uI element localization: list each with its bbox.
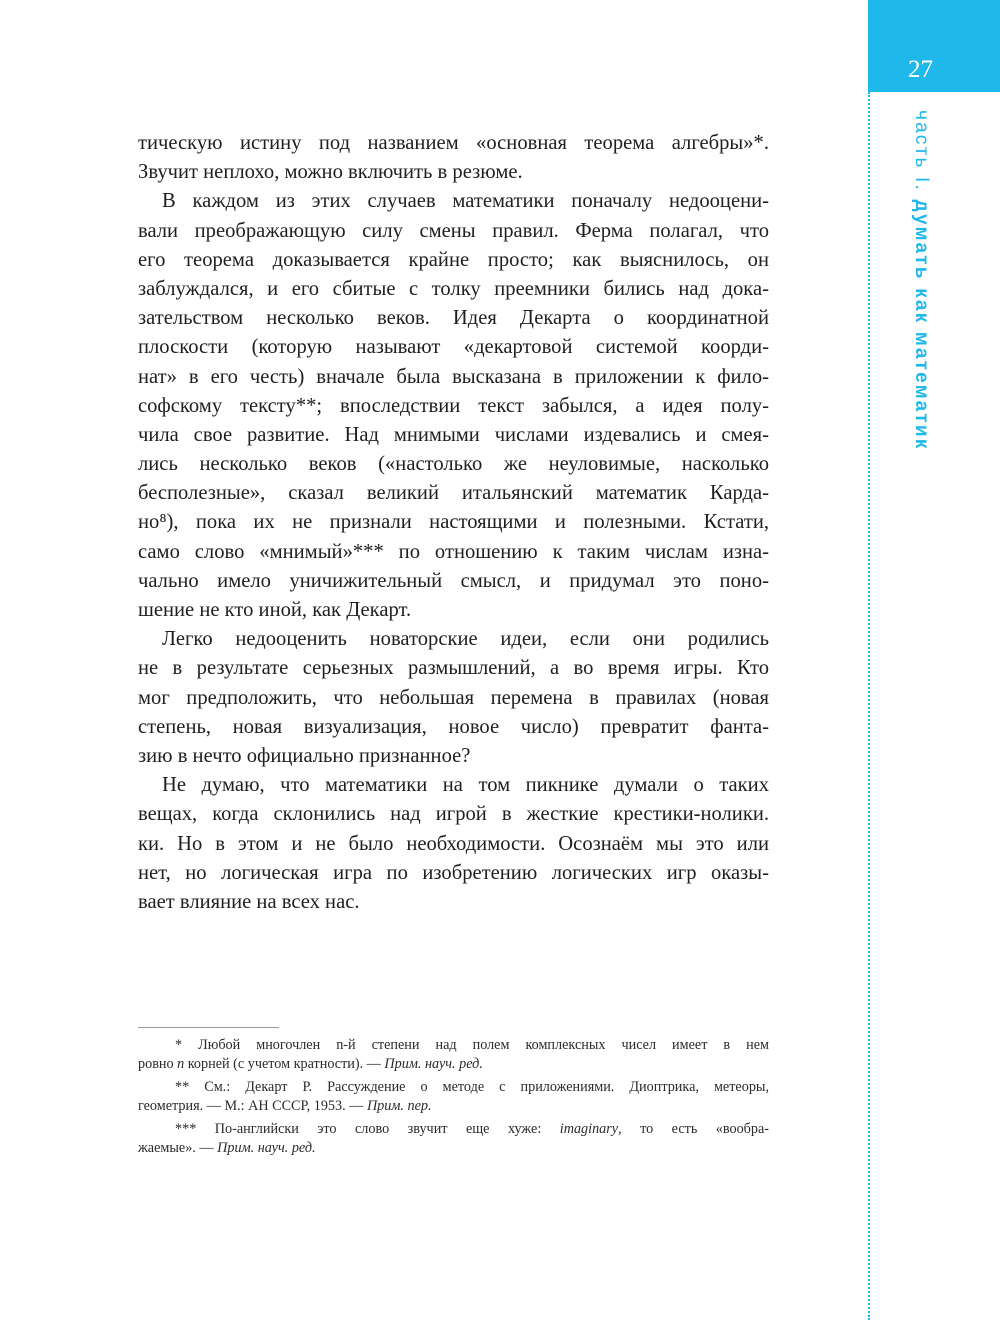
body-line: плоскости (которую называют «декартовой системой коорди- <box>138 336 769 359</box>
sidebar-dotted-line <box>868 92 870 1320</box>
footnote-3-line-2: жаемые». — Прим. науч. ред. <box>138 1139 316 1156</box>
body-line: лись несколько веков («настолько же неуловимые, насколько <box>138 453 769 476</box>
body-line: зию в нечто официально признанное? <box>138 744 471 767</box>
body-line: чально имело уничижительный смысл, и придумал это поно- <box>138 569 769 592</box>
body-line: чила свое развитие. Над мнимыми числами издевались и смея- <box>138 423 769 446</box>
body-line: бесполезные», сказал великий итальянский математик Карда- <box>138 482 769 505</box>
body-line: Легко недооценить новаторские идеи, если они родились <box>162 628 769 651</box>
footnote-2-line-2: геометрия. — М.: АН СССР, 1953. — Прим. пер. <box>138 1097 432 1114</box>
footnote-2-line-1: ** См.: Декарт Р. Рассуждение о методе с приложениями. Диоптрика, метеоры, <box>175 1079 769 1095</box>
body-line: вает влияние на всех нас. <box>138 890 360 913</box>
running-head-part: часть I. <box>911 110 932 193</box>
footnote-1-line-1: * Любой многочлен n-й степени над полем комплексных чисел имеет в нем <box>175 1037 769 1053</box>
body-line: софскому тексту**; впоследствии текст забылся, а идея полу- <box>138 394 769 417</box>
body-line: Не думаю, что математики на том пикнике думали о таких <box>162 774 769 797</box>
footnote-3-line-1: *** По-английски это слово звучит еще хуже: imaginary, то есть «вообра- <box>175 1121 769 1137</box>
body-line: вещах, когда склонились над игрой в жесткие крестики-нолики. <box>138 803 769 826</box>
body-line: само слово «мнимый»*** по отношению к таким числам изна- <box>138 540 769 563</box>
footnotes <box>138 1036 769 1157</box>
footnote-rule <box>138 1027 279 1028</box>
body-line: В каждом из этих случаев математики поначалу недооцени- <box>162 190 769 213</box>
body-line: ки. Но в этом и не было необходимости. Осознаём мы это или <box>138 832 769 855</box>
body-line: Звучит неплохо, можно включить в резюме. <box>138 161 523 184</box>
body-line: тическую истину под названием «основная теорема алгебры»*. <box>138 132 769 154</box>
body-line: его теорема доказывается крайне просто; как выяснилось, он <box>138 248 769 271</box>
body-line: но⁸), пока их не признали настоящими и полезными. Кстати, <box>138 511 769 534</box>
body-line: нет, но логическая игра по изобретению логических игр оказы- <box>138 861 769 884</box>
body-line: вали преображающую силу смены правил. Ферма полагал, что <box>138 219 769 242</box>
running-head-title: думать как математик <box>911 199 932 451</box>
body-text <box>138 129 769 917</box>
body-line: нат» в его честь) вначале была высказана в приложении к фило- <box>138 365 769 388</box>
page-number-tab <box>868 0 1000 92</box>
page-number: 27 <box>908 56 933 83</box>
body-line: степень, новая визуализация, новое число) превратит фанта- <box>138 715 769 738</box>
body-line: мог предположить, что небольшая перемена в правилах (новая <box>138 686 769 709</box>
footnote-1-line-2: ровно n корней (с учетом кратности). — Прим. науч. ред. <box>138 1055 483 1072</box>
body-line: заблуждался, и его сбитые с толку преемники бились над дока- <box>138 277 769 300</box>
running-head <box>903 110 939 470</box>
body-line: зательством несколько веков. Идея Декарта о координатной <box>138 307 769 330</box>
body-line: не в результате серьезных размышлений, а во время игры. Кто <box>138 657 769 680</box>
body-line: шение не кто иной, как Декарт. <box>138 599 412 621</box>
